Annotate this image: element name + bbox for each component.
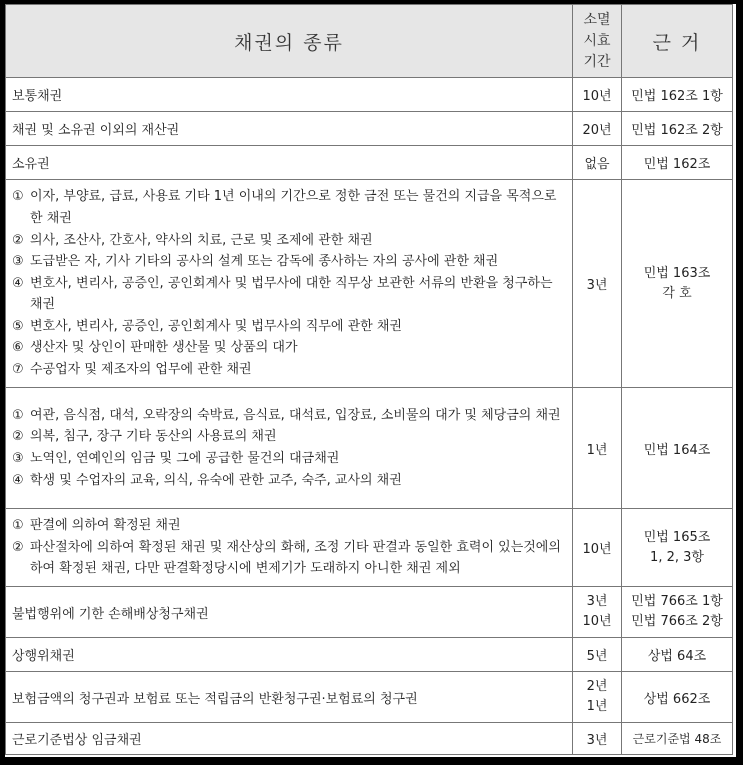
item-text: 변호사, 변리사, 공증인, 공인회계사 및 법무사에 대한 직무상 보관한 서류의 반환을 청구하는 채권 [30,275,553,313]
list-item [12,448,566,470]
item-text: 도급받은 자, 기사 기타의 공사의 설계 또는 감독에 종사하는 자의 공사에 관한 채권 [30,254,499,270]
row-kind: 소유권 [6,146,573,180]
basis-line: 민법 165조 [643,529,711,545]
header-row [6,5,733,78]
item-list [6,509,573,587]
row-basis: 민법 162조 2항 [622,112,733,146]
item-text: 변호사, 변리사, 공증인, 공인회계사 및 법무사의 직무에 관한 채권 [30,318,402,334]
item-text: 이자, 부양료, 급료, 사용료 기타 1년 이내의 기간으로 정한 금전 또는 물건의 지급을 목적으로한 채권 [30,189,557,226]
basis-line: 민법 766조 1항 [631,594,723,609]
table-row-3year [6,180,733,388]
row-basis: 근로기준법 48조 [622,723,733,755]
item-number: ② [12,539,24,555]
item-number: ② [12,232,24,248]
row-period: 10년 [573,78,622,112]
list-item [12,537,566,580]
row-period: 20년 [573,112,622,146]
basis-line: 민법 163조 [643,265,711,281]
row-basis: 상법 662조 [622,672,733,723]
item-text: 파산절차에 의하여 확정된 채권 및 재산상의 화해, 조정 기타 판결과 동일한 효력이 있는것에의하여 확정된 채권, 다만 판결확정당시에 변제기가 도래하지 아니한 채권 제외 [30,539,561,577]
row-kind: 보험금액의 청구권과 보험료 또는 적립금의 반환청구권·보험료의 청구권 [6,672,573,723]
list-item [12,470,566,492]
row-period [573,587,622,638]
item-number: ④ [12,472,24,488]
item-number: ④ [12,275,24,291]
item-text: 노역인, 연예인의 임금 및 그에 공급한 물건의 대금채권 [30,451,340,466]
header-basis: 근 거 [622,5,733,78]
basis-line: 민법 766조 2항 [631,614,723,629]
item-number: ⑥ [12,340,24,356]
row-period: 없음 [573,146,622,180]
item-list [6,388,573,509]
row-kind: 근로기준법상 임금채권 [6,723,573,755]
header-period-line: 소멸 [583,11,611,28]
row-basis: 민법 162조 1항 [622,78,733,112]
table-row-tort [6,587,733,638]
prescription-table [5,4,733,755]
row-period: 3년 [573,180,622,388]
period-line: 2년 [586,679,608,694]
item-number: ① [12,407,24,423]
basis-line: 1, 2, 3항 [650,549,704,565]
table-row [6,78,733,112]
row-period: 3년 [573,723,622,755]
list-item [12,426,566,448]
item-text: 여관, 음식점, 대석, 오락장의 숙박료, 음식료, 대석료, 입장료, 소비물의 대가 및 체당금의 채권 [30,407,561,423]
row-kind: 보통채권 [6,78,573,112]
item-number: ⑤ [12,318,24,334]
list-item [12,405,566,427]
period-line: 1년 [586,699,608,714]
list-item [12,337,566,359]
item-number: ② [12,429,24,445]
item-number: ⑦ [12,362,24,378]
item-number: ① [12,189,24,205]
item-text: 학생 및 수업자의 교육, 의식, 유숙에 관한 교주, 숙주, 교사의 채권 [30,472,402,488]
list-item [12,316,566,338]
header-period-line: 기간 [583,53,611,70]
basis-line: 각 호 [662,285,692,301]
list-item [12,359,566,381]
period-line: 3년 [586,594,608,609]
row-basis [622,587,733,638]
table-row [6,146,733,180]
list-item [12,230,566,252]
item-text: 판결에 의하여 확정된 채권 [30,518,181,534]
table-row [6,112,733,146]
period-line: 10년 [582,614,612,629]
header-period-line: 시효 [583,32,611,49]
row-period [573,672,622,723]
row-basis: 민법 162조 [622,146,733,180]
row-period: 10년 [573,509,622,587]
item-text: 수공업자 및 제조자의 업무에 관한 채권 [30,362,252,378]
row-period: 1년 [573,388,622,509]
table-row [6,638,733,672]
row-kind: 채권 및 소유권 이외의 재산권 [6,112,573,146]
header-kind: 채권의 종류 [6,5,573,78]
item-number: ① [12,518,24,534]
row-basis [622,180,733,388]
row-basis: 상법 64조 [622,638,733,672]
list-item [12,251,566,273]
row-basis [622,509,733,587]
table-row [6,723,733,755]
list-item [12,273,566,316]
row-kind: 불법행위에 기한 손해배상청구채권 [6,587,573,638]
item-text: 의사, 조산사, 간호사, 약사의 치료, 근로 및 조제에 관한 채권 [30,232,373,248]
table-row-10year [6,509,733,587]
list-item [12,186,566,229]
item-text: 생산자 및 상인이 판매한 생산물 및 상품의 대가 [30,340,298,356]
row-basis: 민법 164조 [622,388,733,509]
table-row-1year [6,388,733,509]
header-period [573,5,622,78]
item-number: ③ [12,254,24,270]
table-row-insurance [6,672,733,723]
item-text: 의복, 침구, 장구 기타 동산의 사용료의 채권 [30,429,277,445]
item-number: ③ [12,451,24,466]
item-list [6,180,573,388]
list-item [12,515,566,537]
row-period: 5년 [573,638,622,672]
row-kind: 상행위채권 [6,638,573,672]
